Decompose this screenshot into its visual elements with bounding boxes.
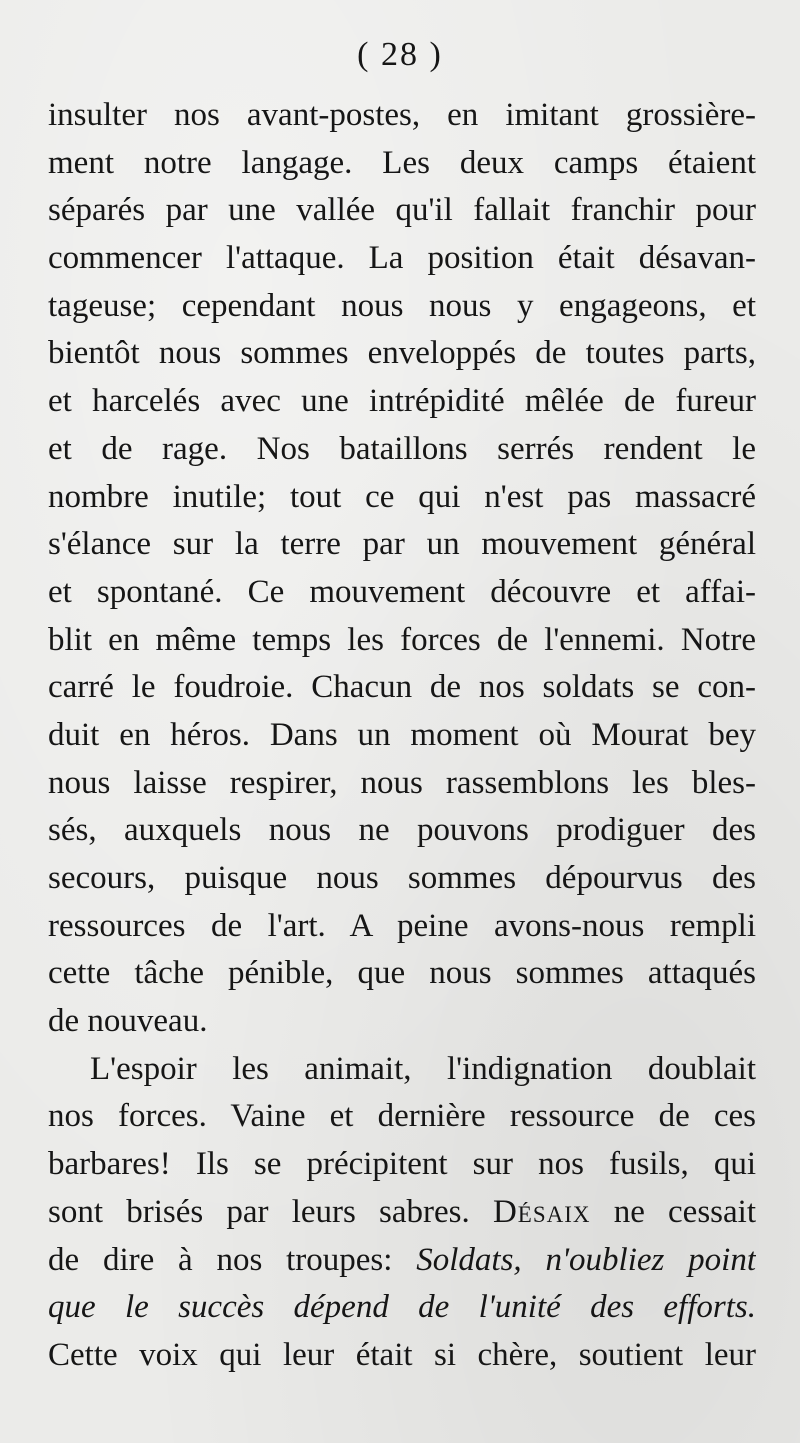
- text-line: blit en même temps les forces de l'ennemi. Notre: [48, 621, 756, 658]
- text-line: nos forces. Vaine et dernière ressource de ces: [48, 1098, 756, 1135]
- text-line: nous laisse respirer, nous rassemblons les bles-: [48, 764, 756, 801]
- proper-name: Désaix: [492, 1193, 591, 1230]
- text-span: sont brisés par leurs sabres.: [48, 1193, 470, 1230]
- text-line: insulter nos avant-postes, en imitant grossière-: [48, 97, 756, 133]
- text-line: [48, 1189, 756, 1237]
- text-line: cette tâche pénible, que nous sommes attaqués: [48, 955, 756, 992]
- text-line: barbares! Ils se précipitent sur nos fusils, qui: [48, 1146, 756, 1183]
- text-line: et harcelés avec une intrépidité mêlée de fureur: [48, 383, 756, 420]
- text-line: ressources de l'art. A peine avons-nous rempli: [48, 907, 756, 944]
- text-line: duit en héros. Dans un moment où Mourat bey: [48, 716, 756, 753]
- paragraph-2: [48, 1046, 756, 1380]
- paragraph-1: [48, 92, 756, 1046]
- text-line: et de rage. Nos bataillons serrés rendent le: [48, 430, 756, 467]
- text-line: secours, puisque nous sommes dépourvus des: [48, 860, 756, 896]
- text-line: L'espoir les animait, l'indignation doublait: [90, 1050, 756, 1087]
- body-text: [48, 92, 756, 1380]
- italic-quote: Soldats, n'oubliez point: [416, 1241, 756, 1278]
- text-line: nombre inutile; tout ce qui n'est pas massacré: [48, 478, 756, 515]
- text-line: carré le foudroie. Chacun de nos soldats se con-: [48, 669, 756, 706]
- text-line: s'élance sur la terre par un mouvement général: [48, 526, 756, 563]
- text-line: et spontané. Ce mouvement découvre et affai-: [48, 573, 756, 610]
- page-number: ( 28 ): [357, 36, 443, 73]
- text-span: ne cessait: [590, 1193, 756, 1230]
- text-line: ment notre langage. Les deux camps étaient: [48, 144, 756, 181]
- text-line: [48, 1237, 756, 1285]
- text-line: tageuse; cependant nous nous y engageons, et: [48, 287, 756, 324]
- text-line: sés, auxquels nous ne pouvons prodiguer des: [48, 812, 756, 849]
- text-line: bientôt nous sommes enveloppés de toutes parts,: [48, 335, 756, 372]
- italic-quote-line: que le succès dépend de l'unité des efforts.: [48, 1289, 756, 1326]
- text-line: commencer l'attaque. La position était désavan-: [48, 240, 756, 277]
- text-span: de dire à nos troupes:: [48, 1241, 417, 1278]
- text-line: de nouveau.: [48, 1003, 208, 1040]
- text-line: Cette voix qui leur était si chère, soutient leur: [48, 1336, 756, 1373]
- text-line: séparés par une vallée qu'il fallait franchir pour: [48, 192, 756, 229]
